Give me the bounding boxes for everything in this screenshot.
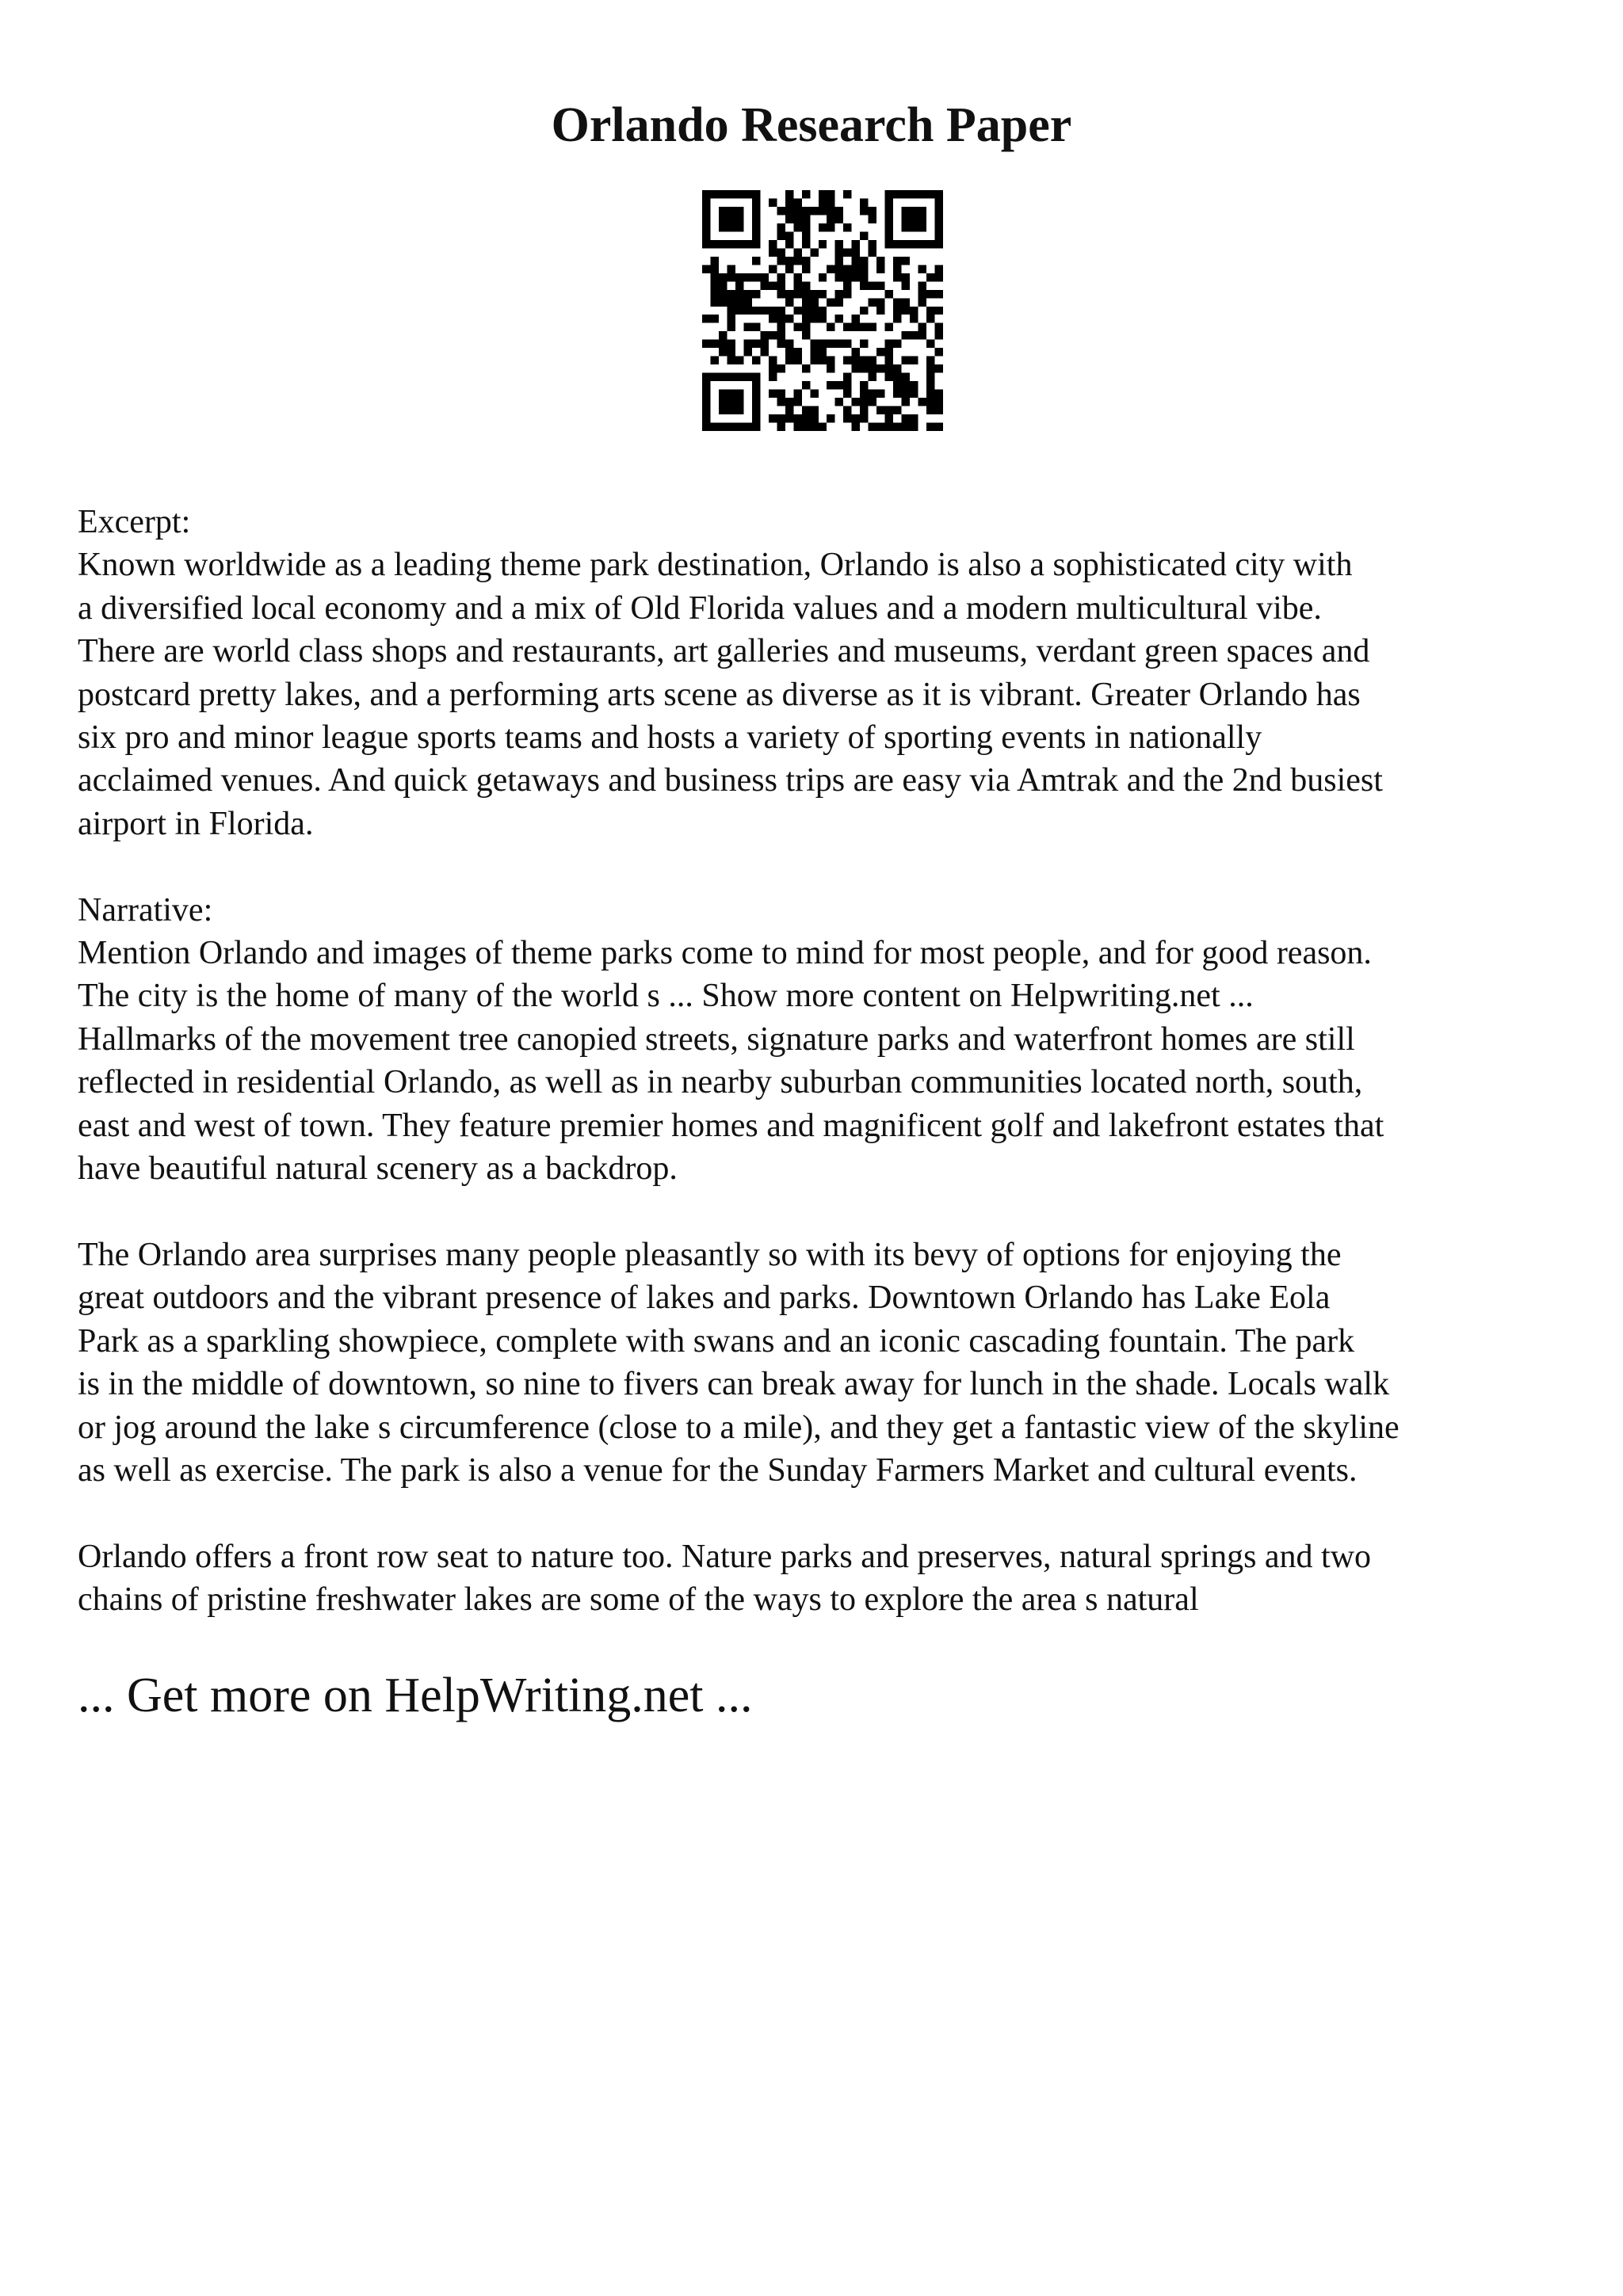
excerpt-heading: Excerpt:	[78, 504, 191, 540]
paragraph-line: is in the middle of downtown, so nine to fivers can break away for lunch in the shade. Locals walk	[78, 1366, 1390, 1403]
paragraph-line: or jog around the lake s circumference (close to a mile), and they get a fantastic view of the skyline	[78, 1409, 1400, 1446]
paragraph-line: Orlando offers a front row seat to nature too. Nature parks and preserves, natural springs and two	[78, 1538, 1372, 1575]
narrative-line: east and west of town. They feature premier homes and magnificent golf and lakefront estates that	[78, 1107, 1384, 1144]
excerpt-line: There are world class shops and restaurants, art galleries and museums, verdant green spaces and	[78, 633, 1370, 670]
excerpt-line: six pro and minor league sports teams and hosts a variety of sporting events in nationally	[78, 719, 1262, 757]
narrative-line: Hallmarks of the movement tree canopied streets, signature parks and waterfront homes are still	[78, 1020, 1355, 1058]
narrative-line: The city is the home of many of the world s ... Show more content on Helpwriting.net ...	[78, 978, 1254, 1015]
paragraph-line: as well as exercise. The park is also a venue for the Sunday Farmers Market and cultural events.	[78, 1451, 1358, 1489]
narrative-line: Mention Orlando and images of theme parks come to mind for most people, and for good reason.	[78, 935, 1372, 972]
narrative-section	[78, 889, 1568, 1191]
excerpt-line: acclaimed venues. And quick getaways and business trips are easy via Amtrak and the 2nd busiest	[78, 762, 1383, 799]
excerpt-line: airport in Florida.	[78, 805, 314, 842]
excerpt-section	[78, 501, 1568, 845]
paragraph-line: The Orlando area surprises many people pleasantly so with its bevy of options for enjoying the	[78, 1236, 1342, 1273]
narrative-line: have beautiful natural scenery as a backdrop.	[78, 1150, 678, 1188]
paragraph-line: Park as a sparkling showpiece, complete with swans and an iconic cascading fountain. The park	[78, 1322, 1355, 1360]
paragraph-line: great outdoors and the vibrant presence of lakes and parks. Downtown Orlando has Lake Eola	[78, 1280, 1331, 1317]
excerpt-line: a diversified local economy and a mix of Old Florida values and a modern multicultural vibe.	[78, 589, 1322, 627]
qr-code-icon	[702, 190, 943, 431]
paragraph-line: chains of pristine freshwater lakes are some of the ways to explore the area s natural	[78, 1581, 1199, 1619]
narrative-heading: Narrative:	[78, 891, 213, 929]
narrative-line: reflected in residential Orlando, as well as in nearby suburban communities located north, south,	[78, 1064, 1363, 1101]
paragraph-nature	[78, 1535, 1568, 1622]
excerpt-line: postcard pretty lakes, and a performing arts scene as diverse as it is vibrant. Greater Orlando has	[78, 676, 1361, 713]
get-more-link[interactable]: ... Get more on HelpWriting.net ...	[78, 1669, 753, 1722]
paragraph-lakes-parks	[78, 1234, 1568, 1492]
excerpt-line: Known worldwide as a leading theme park destination, Orlando is also a sophisticated city with	[78, 547, 1353, 584]
document-title: Orlando Research Paper	[551, 98, 1072, 152]
document-body	[78, 501, 1568, 1665]
